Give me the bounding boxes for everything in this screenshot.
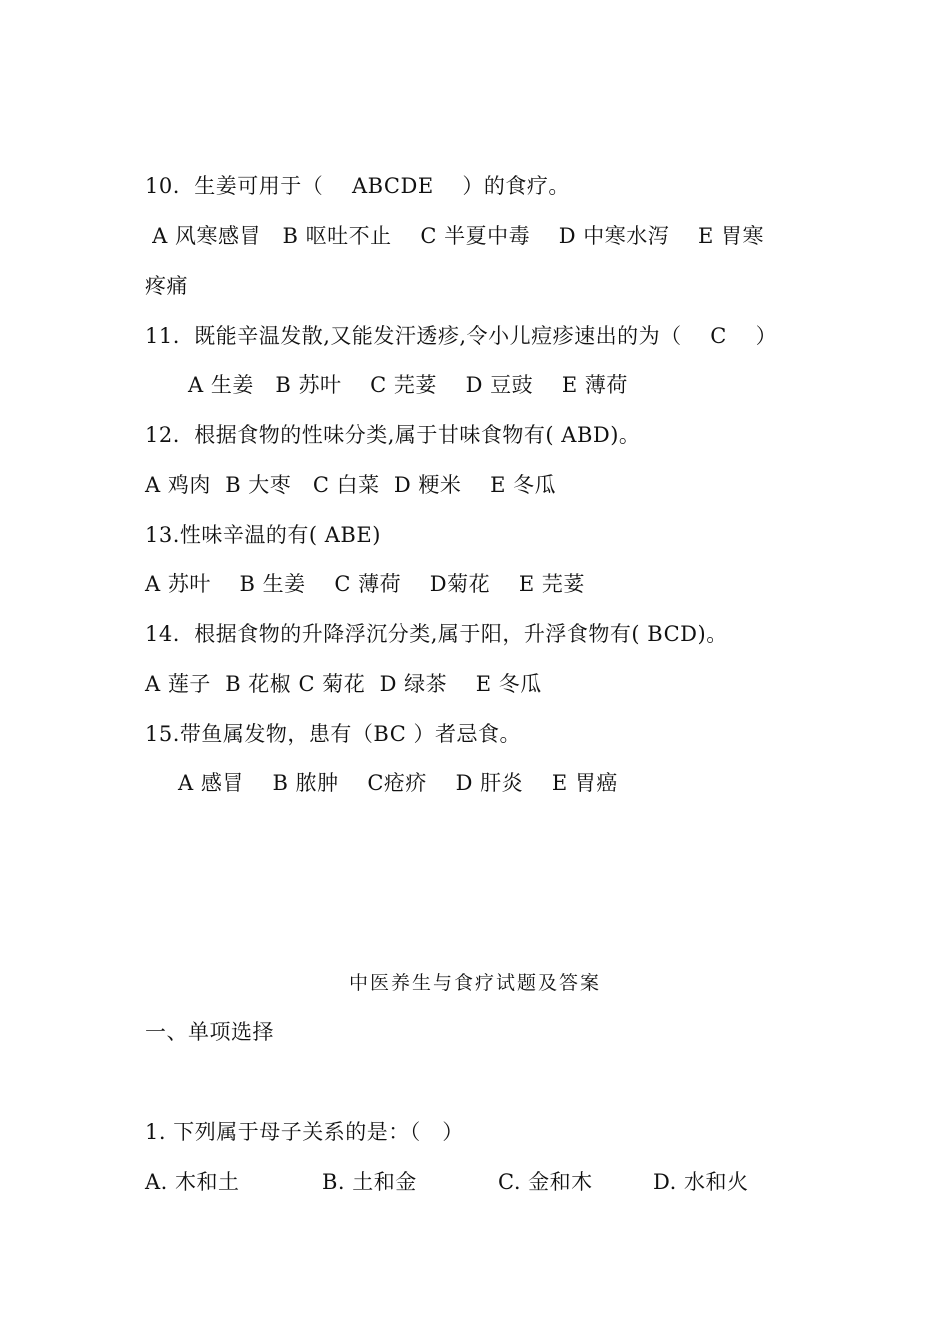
- question-10-options: A 风寒感冒 B 呕吐不止 C 半夏中毒 D 中寒水泻 E 胃寒: [145, 224, 765, 248]
- question-1-option-a: A. 木和土: [145, 1170, 240, 1194]
- question-1-stem: 1. 下列属于母子关系的是：（ ）: [145, 1120, 464, 1144]
- question-13-options: A 苏叶 B 生姜 C 薄荷 D菊花 E 芫荽: [145, 572, 585, 596]
- question-10-options-continued: 疼痛: [145, 274, 188, 298]
- question-11-stem: 11. 既能辛温发散,又能发汗透疹,令小儿痘疹速出的为（ C ）: [145, 324, 778, 348]
- question-12-stem: 12. 根据食物的性味分类,属于甘味食物有( ABD)。: [145, 423, 641, 447]
- question-11-options: A 生姜 B 苏叶 C 芫荽 D 豆豉 E 薄荷: [188, 373, 628, 397]
- question-1-option-d: D. 水和火: [653, 1170, 749, 1194]
- question-12-options: A 鸡肉 B 大枣 C 白菜 D 粳米 E 冬瓜: [145, 473, 557, 497]
- question-10-stem: 10. 生姜可用于（ ABCDE ）的食疗。: [145, 174, 570, 198]
- section-heading: 一、单项选择: [145, 1020, 274, 1044]
- question-14-options: A 莲子 B 花椒 C 菊花 D 绿茶 E 冬瓜: [145, 672, 542, 696]
- question-13-stem: 13.性味辛温的有( ABE): [145, 523, 381, 547]
- question-15-stem: 15.带鱼属发物，患有（BC ）者忌食。: [145, 722, 521, 746]
- question-1-option-c: C. 金和木: [498, 1170, 593, 1194]
- question-1-option-b: B. 土和金: [322, 1170, 417, 1194]
- question-15-options: A 感冒 B 脓肿 C疮疥 D 肝炎 E 胃癌: [178, 771, 618, 795]
- document-title: 中医养生与食疗试题及答案: [348, 972, 601, 994]
- question-14-stem: 14. 根据食物的升降浮沉分类,属于阳，升浮食物有( BCD)。: [145, 622, 728, 646]
